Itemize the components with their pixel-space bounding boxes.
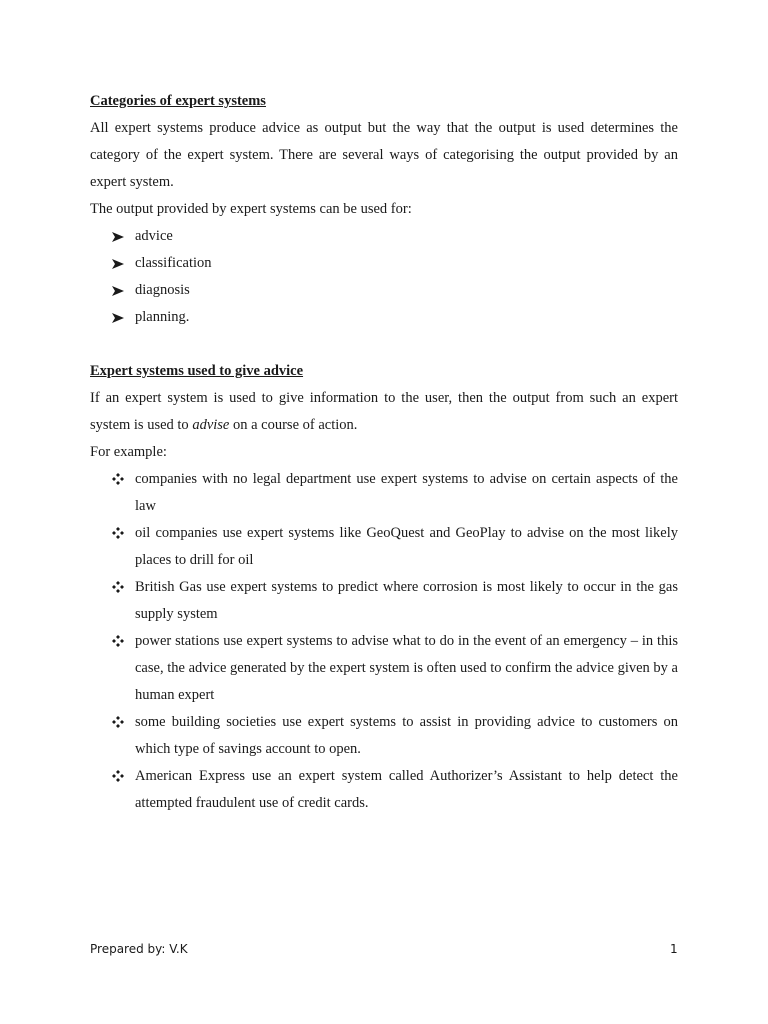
advice-examples-list: [90, 466, 678, 817]
arrow-bullet-icon: [112, 259, 124, 269]
list-item: [90, 520, 678, 574]
list-item: [90, 763, 678, 817]
footer-page-number: 1: [670, 942, 678, 956]
list-item: [90, 250, 678, 277]
four-diamond-bullet-icon: [112, 770, 124, 782]
list-item-text: classification: [135, 255, 212, 271]
paragraph-output-lead: The output provided by expert systems can be used for:: [90, 201, 412, 217]
paragraph-example-lead: For example:: [90, 444, 167, 460]
list-item: [90, 709, 678, 763]
section-spacer: [90, 331, 678, 358]
four-diamond-bullet-icon: [112, 635, 124, 647]
list-item: [90, 466, 678, 520]
four-diamond-bullet-icon: [112, 473, 124, 485]
list-item-text: advice: [135, 228, 173, 244]
list-item-text: planning.: [135, 309, 190, 325]
list-item-text: British Gas use expert systems to predict where corrosion is most likely to occur in the gas supply system: [135, 579, 678, 622]
list-item: [90, 574, 678, 628]
paragraph-categories-intro: All expert systems produce advice as output but the way that the output is used determines the category of the expert system. There are several ways of categorising the output provided by an expert system.: [90, 120, 678, 190]
arrow-bullet-icon: [112, 313, 124, 323]
list-item: [90, 277, 678, 304]
footer-prepared-by: Prepared by: V.K: [90, 942, 188, 956]
four-diamond-bullet-icon: [112, 581, 124, 593]
list-item-text: power stations use expert systems to advise what to do in the event of an emergency – in this case, the advice generated by the expert system is often used to confirm the advice given by a human expert: [135, 633, 678, 703]
list-item-text: companies with no legal department use expert systems to advise on certain aspects of the law: [135, 471, 678, 514]
list-item-text: American Express use an expert system called Authorizer’s Assistant to help detect the attempted fraudulent use of credit cards.: [135, 768, 678, 811]
four-diamond-bullet-icon: [112, 527, 124, 539]
list-item-text: some building societies use expert systems to assist in providing advice to customers on which type of savings account to open.: [135, 714, 678, 757]
four-diamond-bullet-icon: [112, 716, 124, 728]
list-item-text: diagnosis: [135, 282, 190, 298]
paragraph-advice-intro: [90, 385, 678, 439]
document-page: [90, 88, 678, 817]
section-heading-categories: Categories of expert systems: [90, 93, 266, 109]
list-item: [90, 628, 678, 709]
arrow-bullet-icon: [112, 286, 124, 296]
list-item: [90, 304, 678, 331]
intro-text-before: If an expert system is used to give information to the user, then the output from such an expert system is used to: [90, 390, 678, 433]
arrow-bullet-icon: [112, 232, 124, 242]
intro-emphasis: advise: [192, 417, 230, 433]
section-heading-advice: Expert systems used to give advice: [90, 363, 304, 379]
list-item: [90, 223, 678, 250]
output-uses-list: [90, 223, 678, 331]
intro-text-after: on a course of action.: [229, 417, 358, 433]
list-item-text: oil companies use expert systems like GeoQuest and GeoPlay to advise on the most likely places to drill for oil: [135, 525, 678, 568]
